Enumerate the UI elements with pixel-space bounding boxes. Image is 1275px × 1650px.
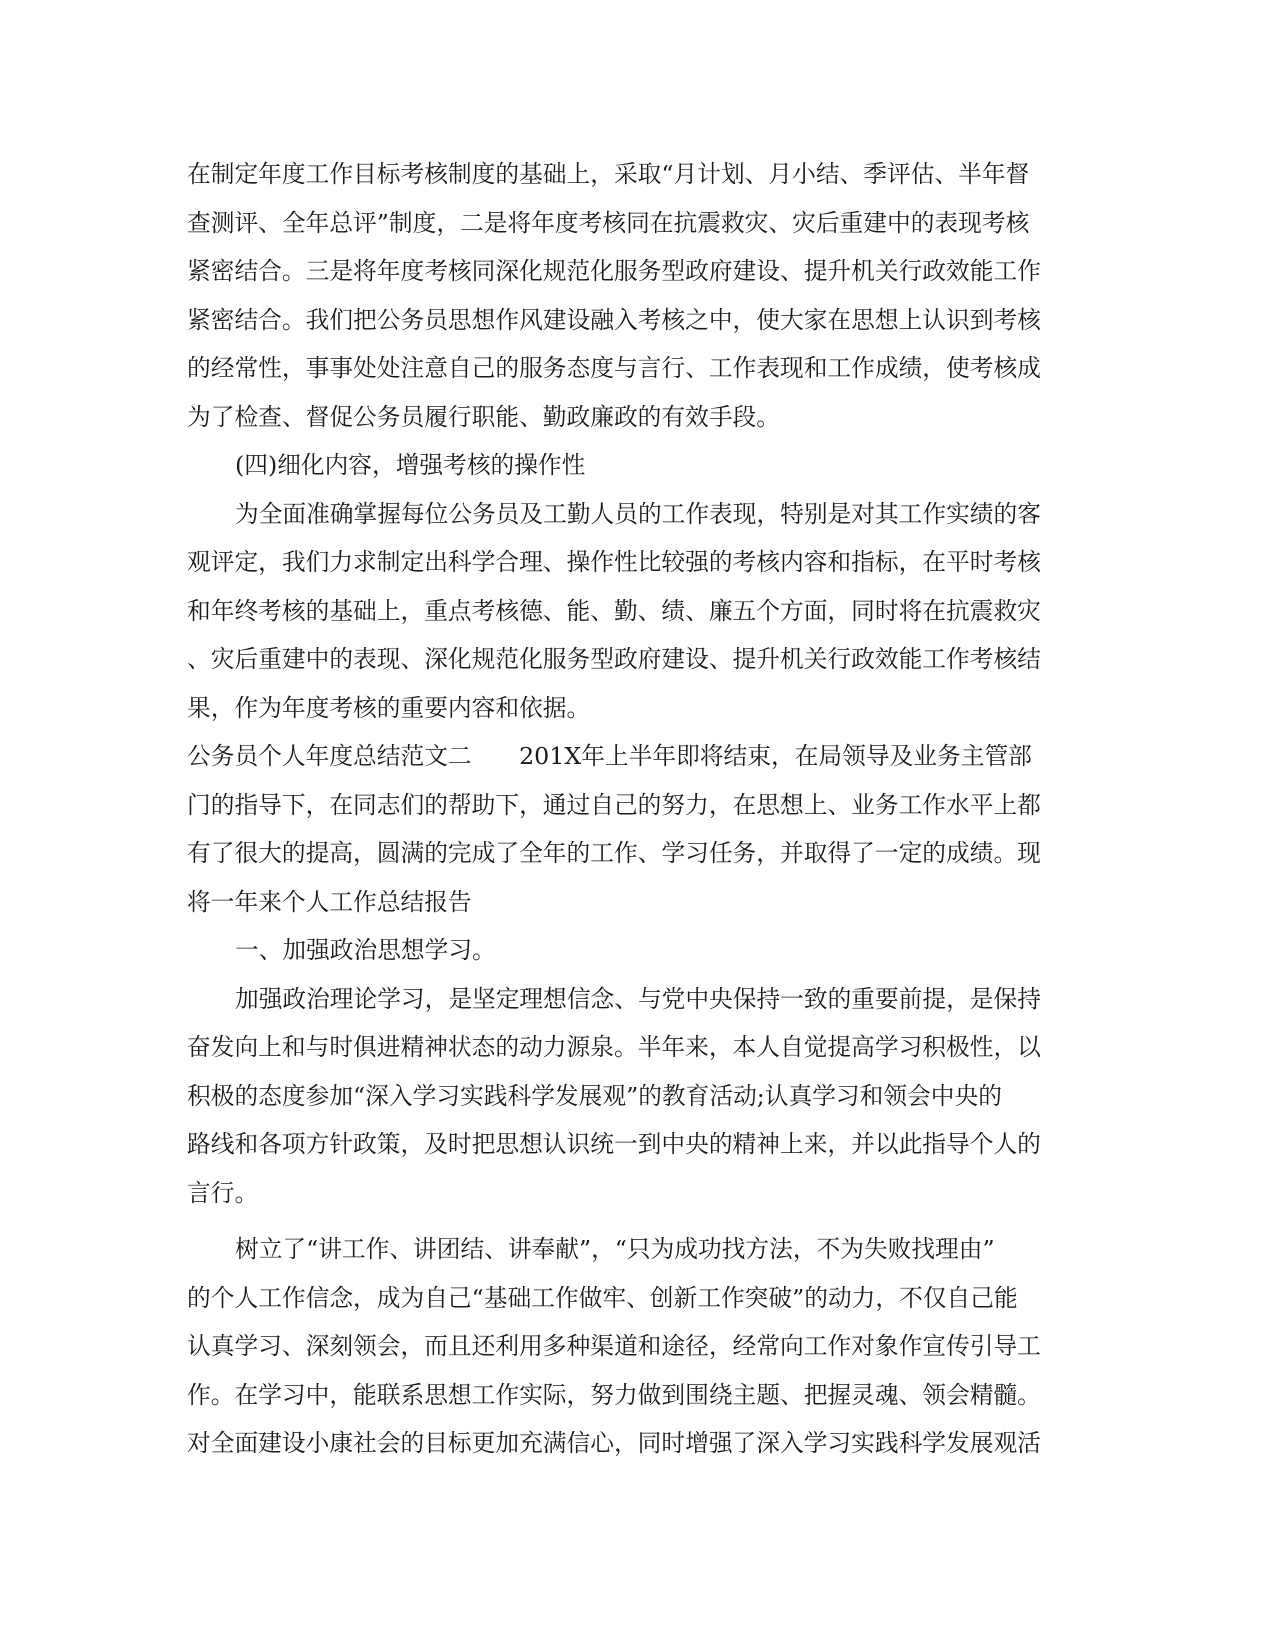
text-line: 言行。 — [187, 1178, 259, 1207]
text-line: (四)细化内容，增强考核的操作性 — [235, 451, 586, 479]
text-line: 认真学习、深刻领会，而且还利用多种渠道和途径，经常向工作对象作宣传引导工 — [187, 1332, 1041, 1360]
document-body — [187, 150, 1077, 1468]
text-line: 树立了“讲工作、讲团结、讲奉献”，“只为成功找方法，不为失败找理由” — [235, 1235, 995, 1263]
text-line: 查测评、全年总评”制度，二是将年度考核同在抗震救灾、灾后重建中的表现考核 — [187, 208, 1030, 237]
text-line: 路线和各项方针政策，及时把思想认识统一到中央的精神上来，并以此指导个人的 — [187, 1130, 1041, 1158]
text-line: 紧密结合。我们把公务员思想作风建设融入考核之中，使大家在思想上认识到考核 — [187, 305, 1041, 334]
text-line: 作。在学习中，能联系思想工作实际，努力做到围绕主题、把握灵魂、领会精髓。 — [187, 1380, 1041, 1409]
text-line: 为全面准确掌握每位公务员及工勤人员的工作表现，特别是对其工作实绩的客 — [235, 499, 1041, 528]
text-line: 加强政治理论学习，是坚定理想信念、与党中央保持一致的重要前提，是保持 — [235, 984, 1041, 1013]
text-line: 将一年来个人工作总结报告 — [187, 887, 472, 916]
text-line: 一、加强政治思想学习。 — [235, 936, 496, 964]
text-line: 为了检查、督促公务员履行职能、勤政廉政的有效手段。 — [187, 402, 780, 431]
text-line: 紧密结合。三是将年度考核同深化规范化服务型政府建设、提升机关行政效能工作 — [187, 257, 1041, 285]
text-line: 、灾后重建中的表现、深化规范化服务型政府建设、提升机关行政效能工作考核结 — [187, 645, 1041, 673]
text-line: 公务员个人年度总结范文二 201X年上半年即将结束，在局领导及业务主管部 — [187, 742, 1032, 770]
text-line: 奋发向上和与时俱进精神状态的动力源泉。半年来，本人自觉提高学习积极性，以 — [187, 1033, 1041, 1061]
text-line: 的个人工作信念，成为自己“基础工作做牢、创新工作突破”的动力，不仅自己能 — [187, 1283, 1018, 1312]
text-line: 在制定年度工作目标考核制度的基础上，采取“月计划、月小结、季评估、半年督 — [187, 160, 1030, 188]
text-line: 观评定，我们力求制定出科学合理、操作性比较强的考核内容和指标，在平时考核 — [187, 548, 1041, 576]
text-line: 和年终考核的基础上，重点考核德、能、勤、绩、廉五个方面，同时将在抗震救灾 — [187, 596, 1041, 625]
text-line: 有了很大的提高，圆满的完成了全年的工作、学习任务，并取得了一定的成绩。现 — [187, 839, 1041, 867]
text-line: 果，作为年度考核的重要内容和依据。 — [187, 693, 591, 722]
text-line: 对全面建设小康社会的目标更加充满信心，同时增强了深入学习实践科学发展观活 — [187, 1429, 1041, 1457]
text-line: 积极的态度参加“深入学习实践科学发展观”的教育活动;认真学习和领会中央的 — [187, 1081, 1002, 1110]
text-line: 门的指导下，在同志们的帮助下，通过自己的努力，在思想上、业务工作水平上都 — [187, 790, 1041, 819]
text-line: 的经常性，事事处处注意自己的服务态度与言行、工作表现和工作成绩，使考核成 — [187, 354, 1041, 382]
